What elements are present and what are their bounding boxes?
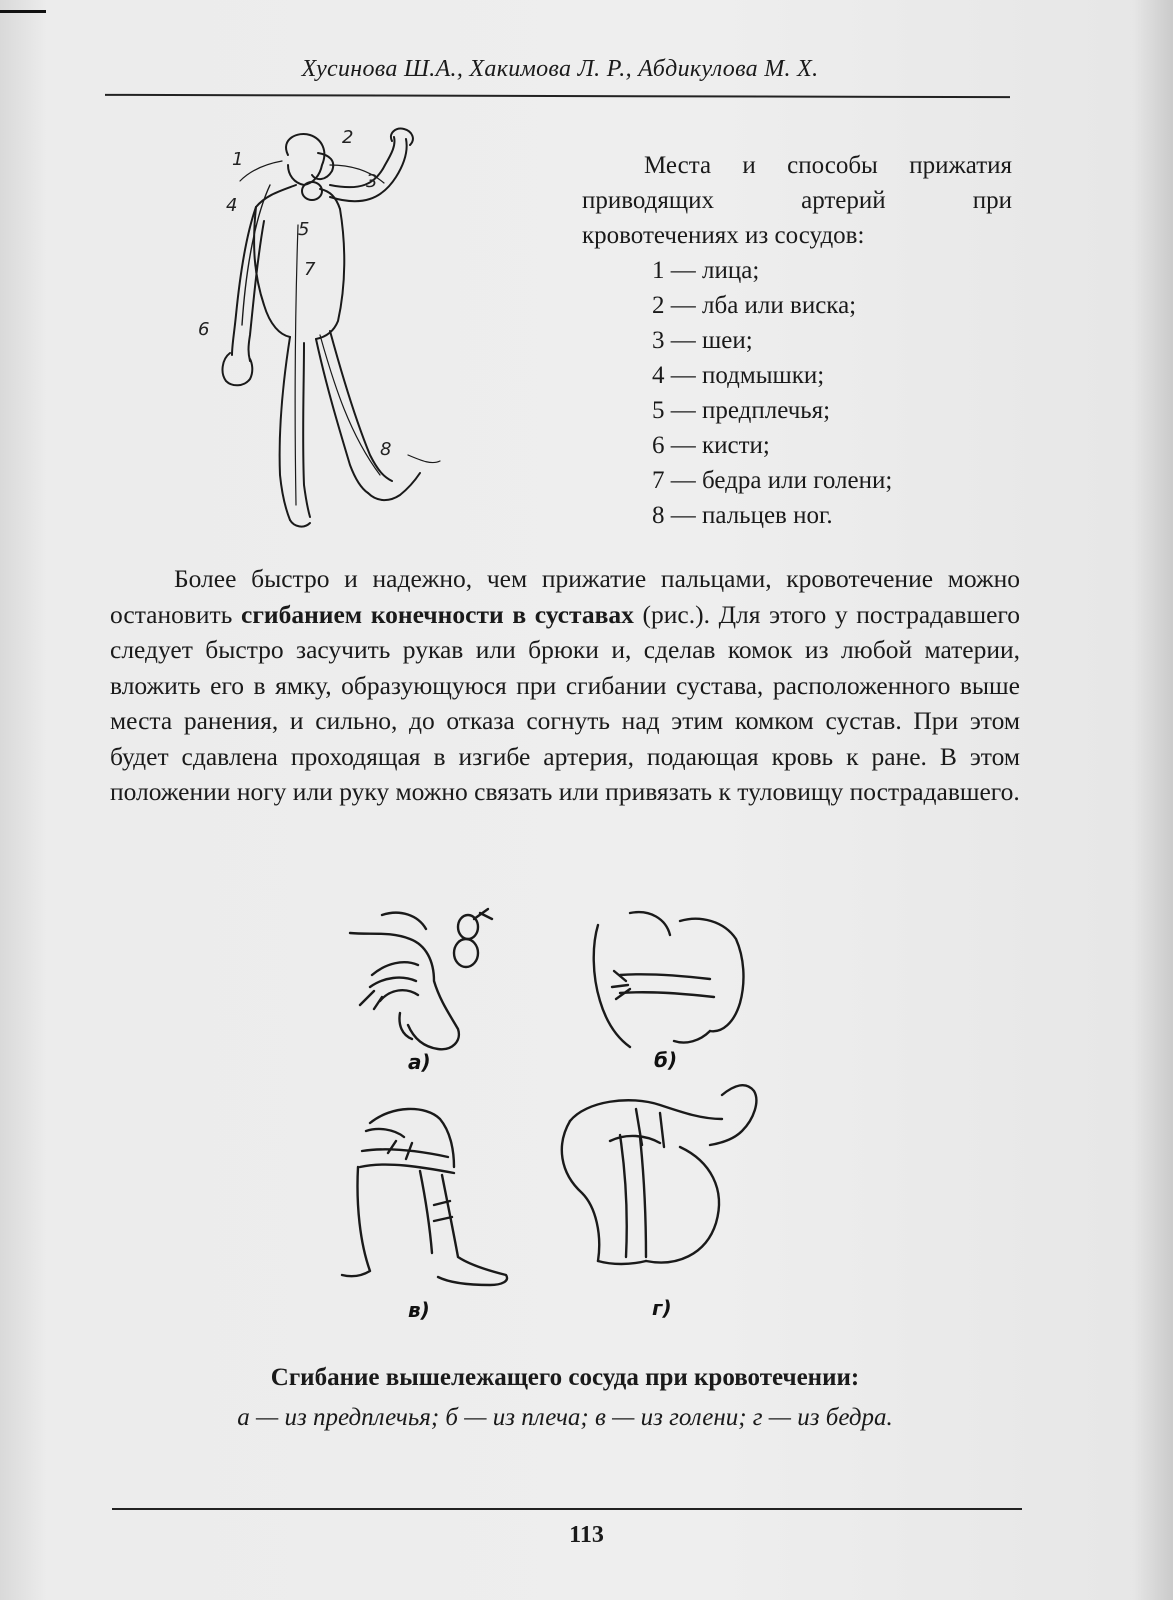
pressure-points-caption — [582, 148, 1012, 533]
scan-corner-mark — [0, 10, 46, 13]
pressure-points-legend — [582, 253, 1012, 533]
callout-number: 1 — [232, 149, 244, 170]
legend-item: 4 — подмышки; — [652, 362, 825, 389]
caption-intro-line: Места и способы прижатия — [644, 152, 1012, 179]
caption-intro-line: кровотечениях из сосудов: — [582, 222, 865, 249]
callout-number: 3 — [366, 171, 378, 192]
running-header: Хусинова Ш.А., Хакимова Л. Р., Абдикулова М. Х. — [301, 56, 819, 82]
subfigure-label-b: б) — [654, 1048, 678, 1072]
callout-number: 6 — [198, 319, 210, 340]
callout-number: 4 — [226, 195, 238, 216]
limb-flexion-drawings — [330, 905, 800, 1335]
page-number: 113 — [569, 1522, 604, 1548]
legend-item: 1 — лица; — [652, 257, 760, 284]
legend-item: 2 — лба или виска; — [652, 292, 857, 319]
callout-number: 8 — [380, 439, 392, 460]
paragraph-bold-term: сгибанием конечности в суставах — [241, 599, 634, 629]
paragraph-text: (рис.). Для этого у пострадавшего следует быстро засучить рукав или брюки и, сделав комок из любой материи, вложить его в ямку, образующуюся при сгибании сустава, расположенного выше места ранения, и сильно, до отказа согнуть над этим комком сустав. При этом будет сдавлена проходящая в изгибе артерия, подающая кровь к ране. В этом положении ногу или руку можно связать или привязать к туловищу пострадавшего. — [110, 599, 1021, 806]
body-paragraph — [110, 561, 1020, 810]
human-body-pressure-points-drawing — [170, 125, 470, 535]
legend-item: 6 — кисти; — [652, 432, 770, 459]
callout-number: 2 — [342, 127, 354, 148]
legend-item: 8 — пальцев ног. — [652, 502, 833, 529]
flexion-drawing-b — [594, 912, 744, 1047]
figure-caption-title: Сгибание вышележащего сосуда при кровотечении: — [270, 1364, 860, 1391]
paragraph-text: Более быстро и надежно, чем прижатие пальцами, кровотечение можно остановить — [110, 564, 1020, 629]
subfigure-label-g: г) — [652, 1296, 672, 1320]
figure-caption — [110, 1360, 1020, 1440]
legend-item: 5 — предплечья; — [652, 397, 831, 424]
legend-item: 3 — шеи; — [652, 327, 753, 354]
legend-item: 7 — бедра или голени; — [652, 467, 893, 494]
flexion-drawing-a — [350, 909, 492, 1049]
subfigure-label-v: в) — [408, 1298, 430, 1322]
callout-number: 5 — [298, 219, 310, 240]
subfigure-label-a: а) — [408, 1050, 431, 1074]
caption-intro-line: приводящих артерий при — [582, 187, 1012, 214]
header-rule — [105, 94, 1010, 98]
footer-rule — [112, 1508, 1022, 1510]
flexion-drawing-v — [342, 1109, 507, 1285]
callout-number: 7 — [304, 259, 316, 280]
flexion-drawing-g — [562, 1085, 757, 1264]
page-edge-shadow — [1133, 0, 1173, 1600]
figure-caption-description: а — из предплечья; б — из плеча; в — из голени; г — из бедра. — [237, 1404, 893, 1431]
